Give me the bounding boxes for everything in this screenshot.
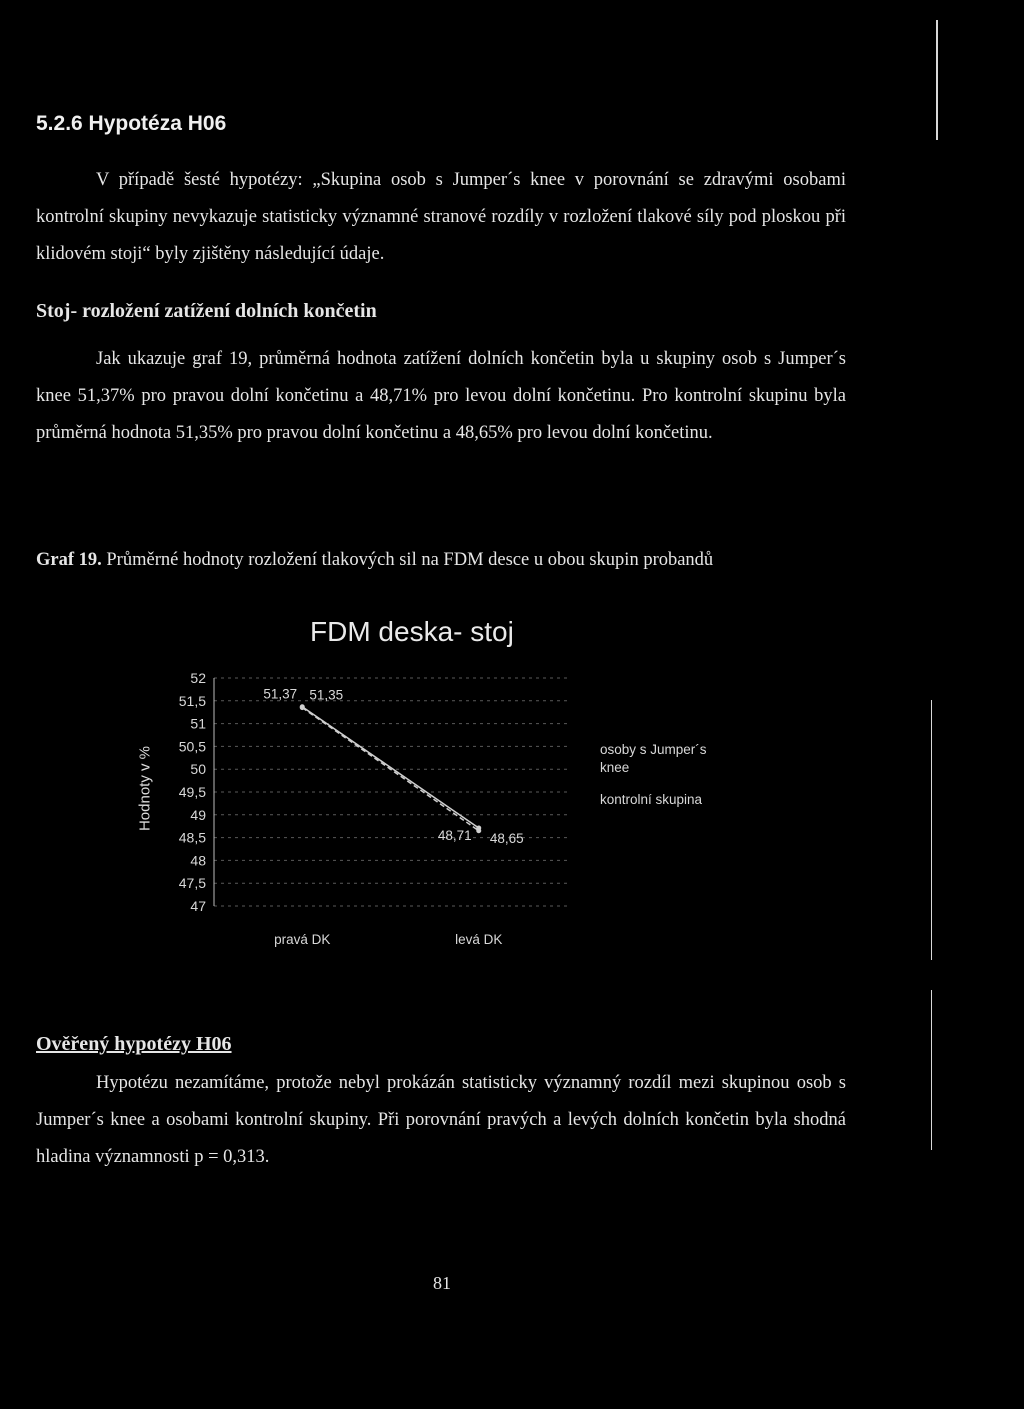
figure-caption [36,550,713,571]
section-heading: 5.2.6 Hypotéza H06 [36,112,227,135]
y-tick-label: 48,5 [178,829,206,846]
data-point [300,705,305,710]
data-point [476,828,481,833]
caption-text: Průměrné hodnoty rozložení tlakových sil na FDM desce u obou skupin probandů [101,550,714,570]
data-label: 51,37 [263,686,298,702]
scan-edge-line [931,990,932,1150]
legend-item-jumpers-knee: osoby s Jumper´s knee [600,742,707,775]
data-label: 51,35 [309,687,344,703]
chart-plot [112,606,592,951]
legend-item-control: kontrolní skupina [600,792,703,807]
result-paragraph: Jak ukazuje graf 19, průměrná hodnota zatížení dolních končetin byla u skupiny osob s Jumper´s knee 51,37% pro pravou dolní končetinu a 48,71% pro levou dolní končetinu. Pro kontrolní skupinu byla průměrná hodnota 51,35% pro pravou dolní končetinu a 48,65% pro levou dolní končetinu. [36,349,846,443]
conclusion-paragraph: Hypotézu nezamítáme, protože nebyl prokázán statisticky významný rozdíl mezi skupinou osob s Jumper´s knee a osobami kontrolní skupiny. Při porovnání pravých a levých dolních končetin byla shodná hladina významnosti p = 0,313. [36,1073,846,1167]
data-label: 48,65 [489,830,524,846]
y-tick-label: 50 [190,761,206,778]
subheading: Stoj- rozložení zatížení dolních končetin [36,300,377,322]
y-tick-label: 48 [190,852,206,869]
scan-edge-line [936,20,938,140]
x-tick-label: levá DK [455,932,503,947]
intro-paragraph: V případě šesté hypotézy: „Skupina osob s Jumper´s knee v porovnání se zdravými osobami kontrolní skupiny nevykazuje statisticky významné stranové rozdíly v rozložení tlakové síly pod ploskou při klidovém stoji“ byly zjištěny následující údaje. [36,170,846,264]
y-tick-label: 51 [190,715,206,732]
series-line-0 [302,707,479,828]
page-number: 81 [433,1273,451,1293]
y-axis-title: Hodnoty v % [136,745,154,832]
y-tick-label: 50,5 [178,738,206,755]
y-tick-label: 49,5 [178,784,206,800]
y-tick-label: 47 [190,898,206,914]
chart-title: FDM deska- stoj [310,616,514,647]
y-tick-label: 47,5 [178,875,206,892]
y-tick-label: 51,5 [178,692,206,709]
scan-edge-line [931,700,932,960]
data-label: 48,71 [437,828,472,844]
y-tick-label: 49 [190,806,206,823]
caption-label: Graf 19. [36,550,102,570]
chart-legend [600,741,710,823]
y-tick-label: 52 [190,670,206,686]
x-tick-label: pravá DK [274,932,331,947]
verified-heading: Ověřený hypotézy H06 [36,1033,232,1055]
